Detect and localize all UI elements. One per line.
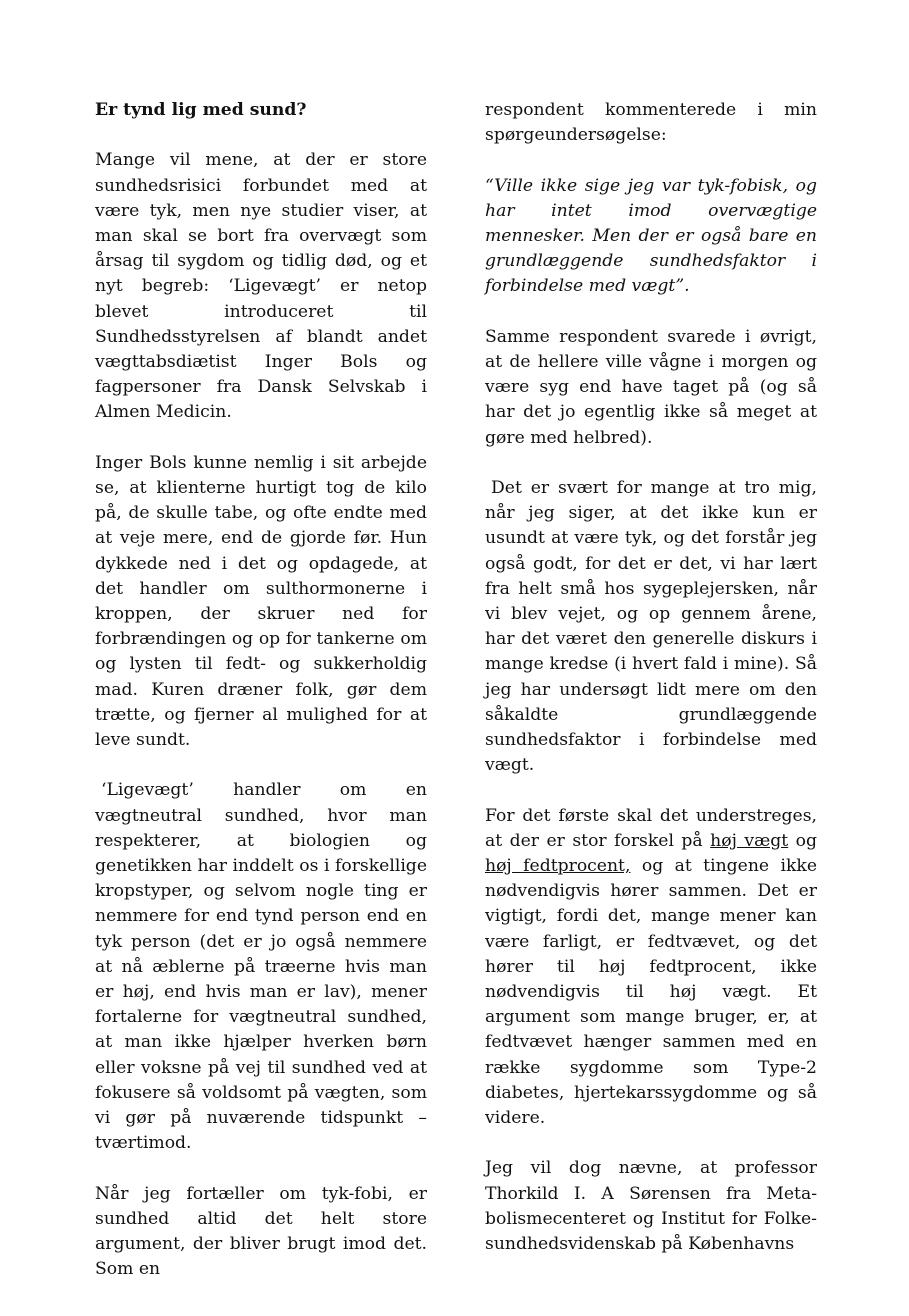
text-segment: For det første skal det understreges, at der er stor forskel på <box>485 805 817 851</box>
underlined-term-hoej-vaegt: høj vægt <box>710 830 789 851</box>
paragraph-inger-bols: Inger Bols kunne nemlig i sit arbejde se, at klienterne hurtigt tog de kilo på, de skulle tabe, og ofte endte med at veje mere, end de gjorde før. Hun dykkede ned i det og opdagede, at det handler om sulthormonerne i kroppen, der skruer ned for forbrændingen og op for tankerne om og lysten til fedt- og sukkerholdig mad. Kuren dræner folk, gør dem trætte, og fjerner al mulighed for at leve sundt. <box>95 452 427 751</box>
paragraph-weight-vs-fat <box>485 804 817 1132</box>
paragraph-same-respondent: Samme respondent svarede i øvrigt, at de hellere ville vågne i morgen og være syg end have taget på (og så har det jo egentlig ikke så meget at gøre med helbred). <box>485 326 817 448</box>
article-title: Er tynd lig med sund? <box>95 100 307 120</box>
paragraph-ligevaegt: ‘Ligevægt’ handler om en vægtneutral sundhed, hvor man respekterer, at biologien og genetikken har inddelt os i forskellige kropstyper, og selvom nogle ting er nemmere for end tynd person end en tyk person (det er jo også nemmere at nå æblerne på træerne hvis man er høj, end hvis man er lav), mener fortalerne for vægtneutral sundhed, at man ikke hjælper hverken børn eller voksne på vej til sundhed ved at fokusere så voldsomt på vægten, som vi gør på nuværende tidspunkt – tværtimod. <box>95 780 427 1154</box>
paragraph-tyk-fobi: Når jeg fortæller om tyk-fobi, er sundhed altid det helt store argument, der bliver brugt imod det. Som en <box>95 1183 427 1280</box>
paragraph-hard-to-believe: Det er svært for mange at tro mig, når jeg siger, at det ikke kun er usundt at være tyk, og det forstår jeg også godt, for det er det, vi har lært fra helt små hos sygeplejersken, når vi blev vejet, og op gennem årene, har det været den generelle diskurs i mange kredse (i hvert fald i mine). Så jeg har undersøgt lidt mere om den såkaldte grundlæggende sundhedsfaktor i forbindelse med vægt. <box>485 478 817 776</box>
text-segment: og at tingene ikke nødvendigvis hører sammen. Det er vigtigt, fordi det, mange mener kan være farligt, er fedtvævet, og det hører til høj fedtprocent, ikke nødvendigvis til høj vægt. Et argument som mange bruger, er, at fedtvævet hænger sammen med en række sygdomme som Type-2 diabetes, hjertekarssygdomme og så videre. <box>485 856 817 1129</box>
right-column <box>485 98 817 1257</box>
left-column <box>95 98 427 1282</box>
paragraph-intro: Mange vil mene, at der er store sundhedsrisici forbundet med at være tyk, men nye studier viser, at man skal se bort fra overvægt som årsag til sygdom og tidlig død, og et nyt begreb: ‘Ligevægt’ er netop blevet introduceret til Sundhedsstyrelsen af blandt andet vægttabsdiætist Inger Bols og fagpersoner fra Dansk Selvskab i Almen Medicin. <box>95 150 427 423</box>
paragraph-professor: Jeg vil dog nævne, at professor Thorkild I. A Sørensen fra Meta- bolismecenteret og Institut for Folke- sundhedsvidenskab på Københavns <box>485 1158 817 1255</box>
respondent-quote: “Ville ikke sige jeg var tyk-fobisk, og har intet imod overvægtige mennesker. Men der er også bare en grundlæggende sundhedsfaktor i forbindelse med vægt”. <box>485 175 817 297</box>
underlined-term-hoej-fedtprocent: høj fedtprocent, <box>485 856 631 877</box>
text-segment: og <box>788 830 817 851</box>
paragraph-respondent: respondent kommenterede i min spørgeundersøgelse: <box>485 100 817 146</box>
